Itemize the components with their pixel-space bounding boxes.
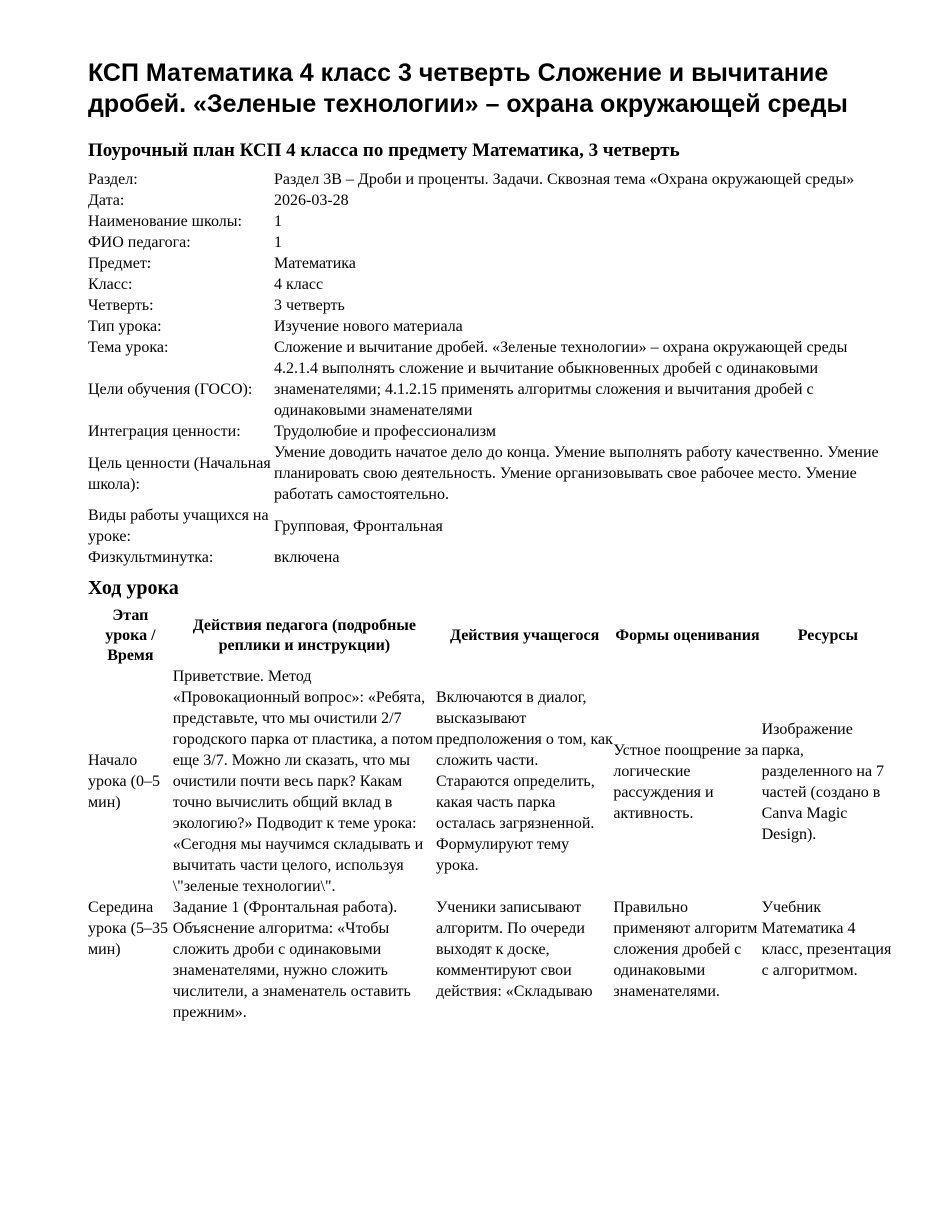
table-row [88, 666, 894, 897]
info-row [88, 274, 894, 295]
lesson-flow-table [88, 606, 894, 1023]
info-label: Виды работы учащихся на уроке: [88, 507, 269, 545]
lesson-heading: Ход урока [88, 577, 179, 599]
info-value: 1 [274, 213, 282, 230]
student-actions-cell: Ученики записывают алгоритм. По очереди выходят к доске, комментируют свои действия: «Складываю [435, 899, 593, 1000]
info-row [88, 316, 894, 337]
stage-cell: Середина урока (5–35 мин) [88, 899, 168, 958]
info-value: Математика [274, 255, 356, 272]
info-value: Изучение нового материала [274, 318, 463, 335]
plan-subtitle: Поурочный план КСП 4 класса по предмету Математика, 3 четверть [88, 140, 680, 161]
resources-cell: Изображение парка, разделенного на 7 частей (создано в Canva Magic Design). [761, 720, 885, 843]
info-row [88, 169, 894, 190]
info-value: 2026-03-28 [274, 192, 349, 209]
info-row [88, 295, 894, 316]
teacher-actions-cell: Задание 1 (Фронтальная работа). Объяснение алгоритма: «Чтобы сложить дроби с одинаковыми знаменателями, нужно сложить числители, а знаменатель оставить прежним». [172, 899, 411, 1021]
document-page [88, 58, 894, 1023]
info-row [88, 442, 894, 505]
info-label: Класс: [88, 276, 133, 293]
assessment-cell: Устное поощрение за логические рассуждения и активность. [613, 741, 759, 822]
info-label: Интеграция ценности: [88, 423, 241, 440]
info-label: Дата: [88, 192, 125, 209]
info-label: Цель ценности (Начальная школа): [88, 454, 271, 493]
info-label: Физкультминутка: [88, 549, 214, 566]
info-value: 1 [274, 234, 282, 251]
info-row [88, 358, 894, 421]
info-label: Наименование школы: [88, 213, 242, 230]
assessment-cell: Правильно применяют алгоритм сложения дробей с одинаковыми знаменателями. [613, 899, 758, 1000]
info-value: Трудолюбие и профессионализм [274, 423, 496, 440]
document-title: КСП Математика 4 класс 3 четверть Сложение и вычитание дробей. «Зеленые технологии» – охрана окружающей среды [88, 59, 848, 118]
stage-cell: Начало урока (0–5 мин) [88, 752, 160, 811]
teacher-actions-cell: Приветствие. Метод «Провокационный вопрос»: «Ребята, представьте, что мы очистили 2/7 городского парка от пластика, а потом еще 3/7. Можно ли сказать, что мы очистили почти весь парк? Какам точно вычислить общий вклад в экологию?» Подводит к теме урока: «Сегодня мы научимся складывать и вычитать части целого, используя \"зеленые технологии\". [172, 668, 433, 895]
info-row [88, 253, 894, 274]
info-value: Умение доводить начатое дело до конца. Умение выполнять работу качественно. Умение планировать свою деятельность. Умение организовывать свое рабочее место. Умение работать самостоятельно. [274, 444, 879, 503]
info-value: Групповая, Фронтальная [274, 517, 443, 535]
info-row [88, 421, 894, 442]
info-row [88, 547, 894, 568]
info-label: ФИО педагога: [88, 234, 191, 251]
info-row [88, 505, 894, 547]
info-value: 4.2.1.4 выполнять сложение и вычитание обыкновенных дробей с одинаковыми знаменателями; 4.1.2.15 применять алгоритмы сложения и вычитания дробей с одинаковыми знаменателями [274, 360, 819, 419]
info-value: 3 четверть [274, 297, 345, 314]
info-value: включена [274, 549, 340, 566]
info-label: Четверть: [88, 297, 154, 314]
header-stage: Этап урока / Время [105, 607, 156, 664]
info-row [88, 337, 894, 358]
info-label: Тема урока: [88, 339, 169, 356]
info-value: Сложение и вычитание дробей. «Зеленые технологии» – охрана окружающей среды [274, 339, 848, 356]
header-student-actions: Действия учащегося [450, 627, 600, 644]
info-label: Тип урока: [88, 318, 162, 335]
header-teacher-actions: Действия педагога (подробные реплики и инструкции) [192, 617, 416, 654]
info-row [88, 211, 894, 232]
info-row [88, 190, 894, 211]
resources-cell: Учебник Математика 4 класс, презентация с алгоритмом. [761, 899, 892, 979]
header-resources: Ресурсы [797, 627, 858, 644]
info-label: Предмет: [88, 255, 152, 272]
lesson-info-table [88, 169, 894, 568]
header-assessment: Формы оценивания [615, 627, 760, 644]
info-label: Раздел: [88, 171, 138, 188]
info-row [88, 232, 894, 253]
info-value: 4 класс [274, 276, 324, 293]
student-actions-cell: Включаются в диалог, высказывают предположения о том, как сложить части. Стараются определить, какая часть парка осталась загрязненной. Формулируют тему урока. [435, 689, 613, 874]
info-label: Цели обучения (ГОСО): [88, 381, 253, 398]
table-row [88, 897, 894, 1023]
lesson-table-header [88, 606, 894, 666]
info-value: Раздел 3В – Дроби и проценты. Задачи. Сквозная тема «Охрана окружающей среды» [274, 171, 855, 188]
